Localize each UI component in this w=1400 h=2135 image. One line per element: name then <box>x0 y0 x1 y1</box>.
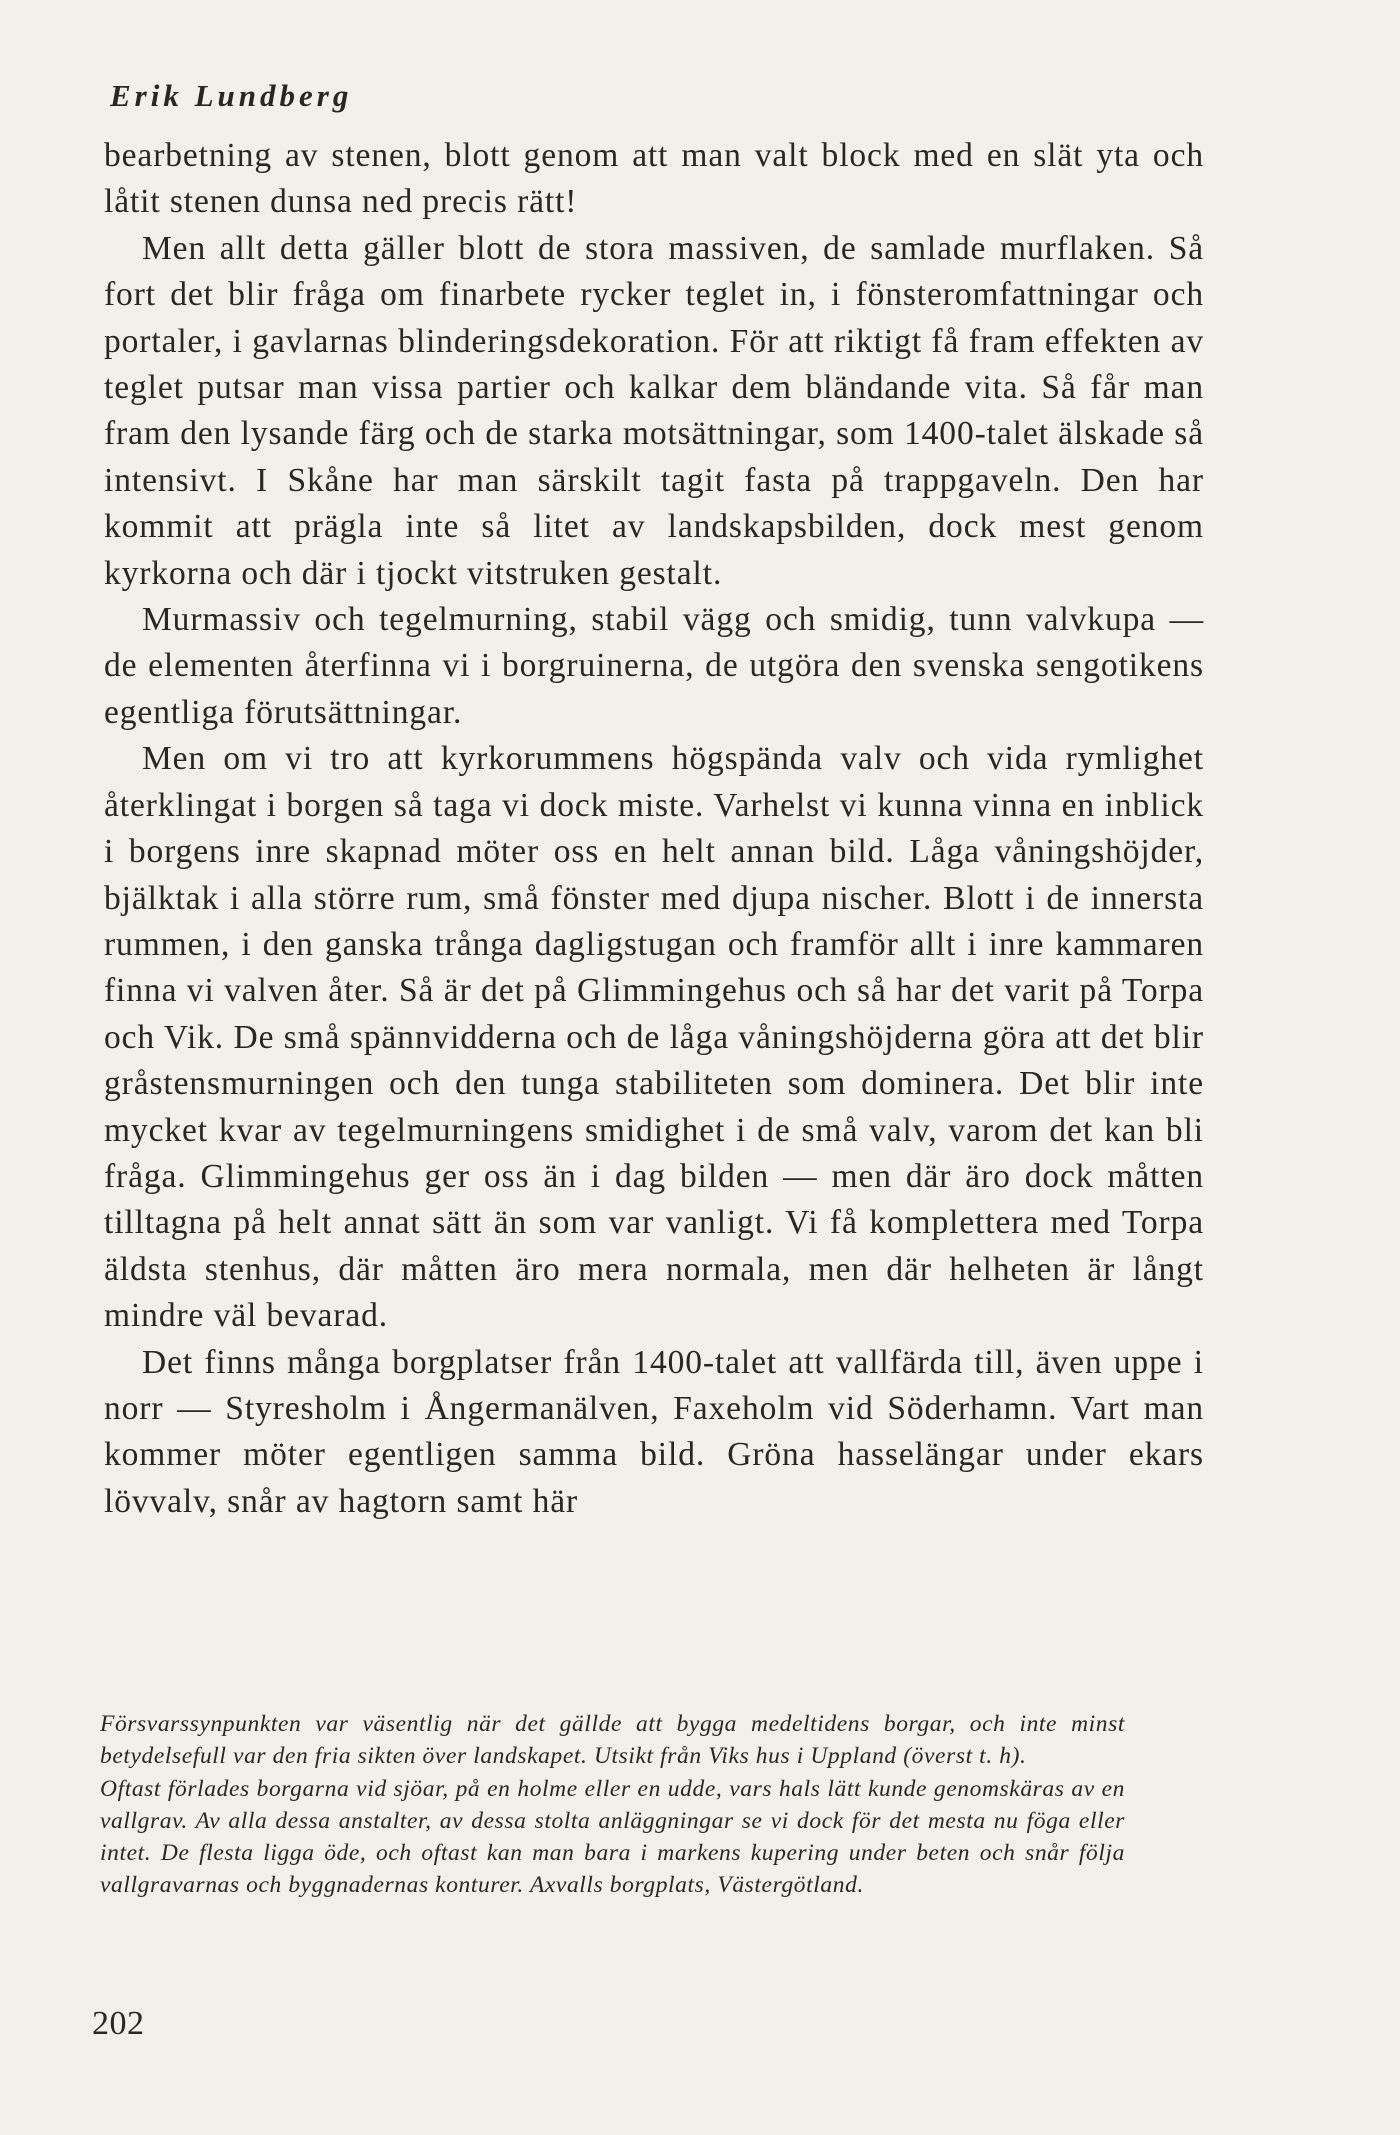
body-paragraph: bearbetning av stenen, blott genom att man valt block med en slät yta och låtit stenen dunsa ned precis rätt! <box>104 137 1204 221</box>
body-paragraph: Det finns många borgplatser från 1400-talet att vallfärda till, även uppe i norr — Styresholm i Ångermanälven, Faxeholm vid Söderhamn. Vart man kommer möter egentligen samma bild. Gröna hasselängar under ekars lövvalv, snår av hagtorn samt här <box>104 1343 1204 1520</box>
page-number: 202 <box>92 2005 145 2042</box>
body-paragraph: Murmassiv och tegelmurning, stabil vägg och smidig, tunn valvkupa — de elementen återfinna vi i borgruinerna, de utgöra den svenska sengotikens egentliga förutsättningar. <box>104 601 1204 731</box>
body-text <box>104 133 1204 1525</box>
caption-paragraph: Försvarssynpunkten var väsentlig när det gällde att bygga medeltidens borgar, och inte minst betydelsefull var den fria sikten över landskapet. Utsikt från Viks hus i Uppland (överst t. h). <box>100 1711 1125 1770</box>
running-head: Erik Lundberg <box>110 78 353 113</box>
figure-caption <box>100 1708 1125 1902</box>
body-paragraph: Men om vi tro att kyrkorummens högspända valv och vida rymlighet återklingat i borgen så taga vi dock miste. Varhelst vi kunna vinna en inblick i borgens inre skapnad möter oss en helt annan bild. Låga våningshöjder, bjälktak i alla större rum, små fönster med djupa nischer. Blott i de innersta rummen, i den ganska trånga dagligstugan och framför allt i inre kammaren finna vi valven åter. Så är det på Glimmingehus och så har det varit på Torpa och Vik. De små spännvidderna och de låga våningshöjderna göra att det blir gråstensmurningen och den tunga stabiliteten som dominera. Det blir inte mycket kvar av tegelmurningens smidighet i de små valv, varom det kan bli fråga. Glimmingehus ger oss än i dag bilden — men där äro dock måtten tilltagna på helt annat sätt än som var vanligt. Vi få komplettera med Torpa äldsta stenhus, där måtten äro mera normala, men där helheten är långt mindre väl bevarad. <box>104 740 1204 1335</box>
caption-paragraph: Oftast förlades borgarna vid sjöar, på en holme eller en udde, vars hals lätt kunde genomskäras av en vallgrav. Av alla dessa anstalter, av dessa stolta anläggningar se vi dock för det mesta nu föga eller intet. De flesta ligga öde, och oftast kan man bara i markens kupering under beten och snår följa vallgravarnas och byggnadernas konturer. Axvalls borgplats, Västergötland. <box>100 1775 1125 1899</box>
body-paragraph: Men allt detta gäller blott de stora massiven, de samlade murflaken. Så fort det blir fråga om finarbete rycker teglet in, i fönsteromfattningar och portaler, i gavlarnas blinderingsdekoration. För att riktigt få fram effekten av teglet putsar man vissa partier och kalkar dem bländande vita. Så får man fram den lysande färg och de starka motsättningar, som 1400-talet älskade så intensivt. I Skåne har man särskilt tagit fasta på trappgaveln. Den har kommit att prägla inte så litet av landskapsbilden, dock mest genom kyrkorna och där i tjockt vitstruken gestalt. <box>104 229 1204 592</box>
